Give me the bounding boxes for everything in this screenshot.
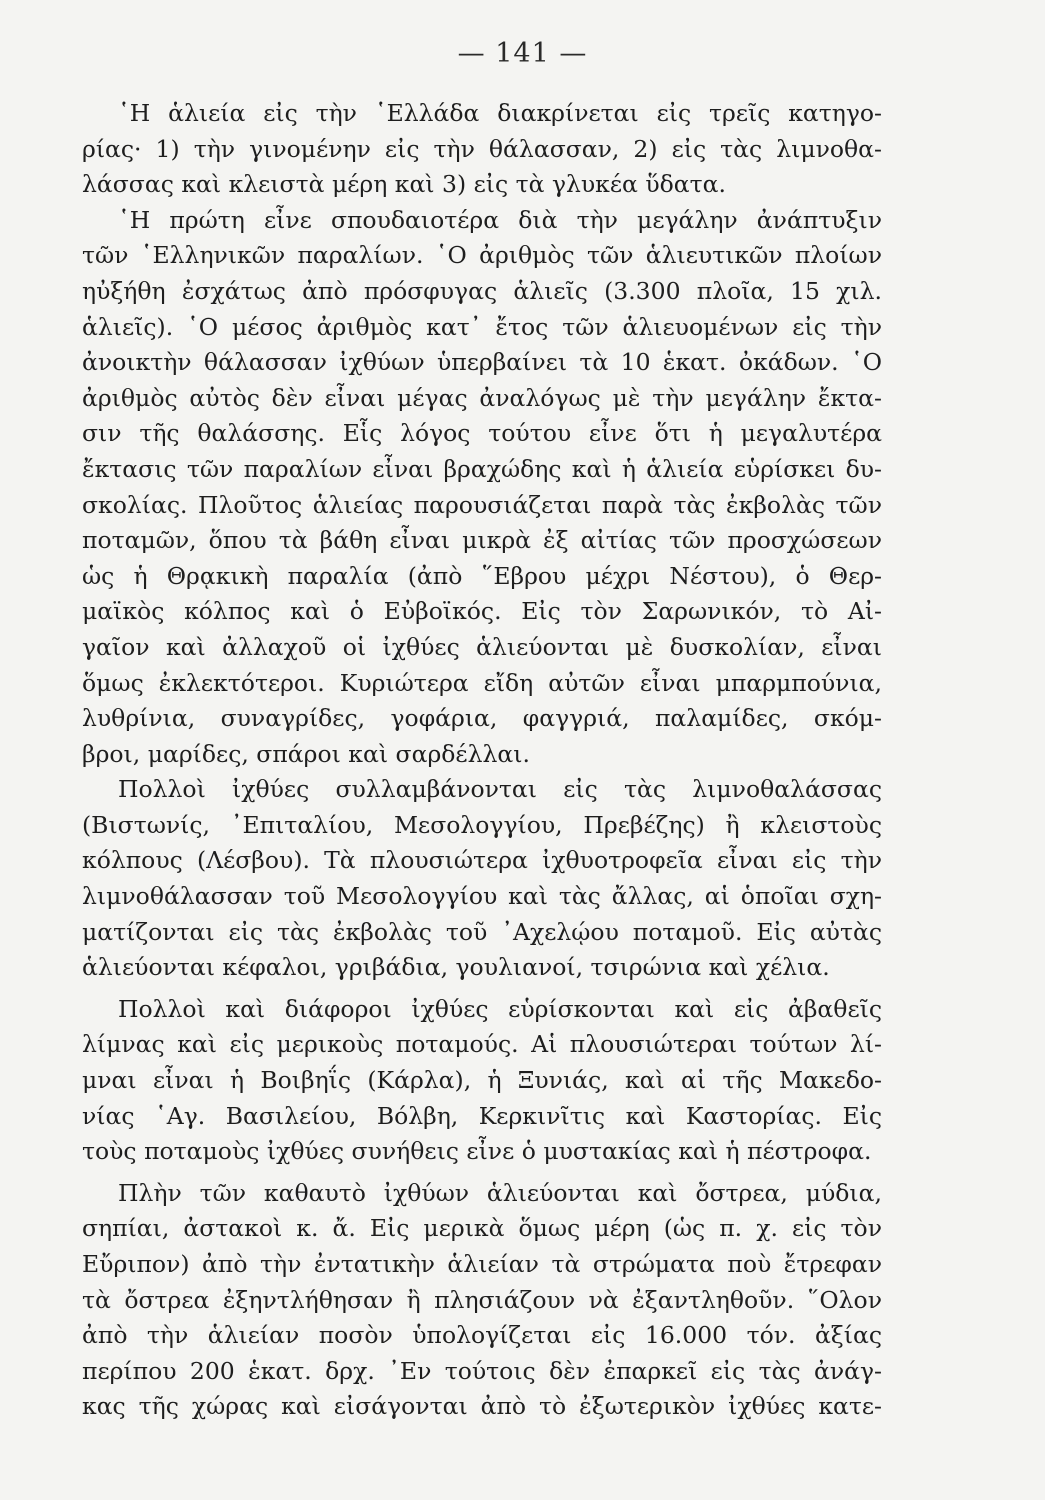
paragraph-3 bbox=[82, 772, 882, 986]
text-line: μαϊκὸς κόλπος καὶ ὁ Εὐβοϊκός. Εἰς τὸν Σαρωνικόν, τὸ Αἰ- bbox=[82, 597, 882, 626]
text-line: ποταμῶν, ὅπου τὰ βάθη εἶναι μικρὰ ἐξ αἰτίας τῶν προσχώσεων bbox=[82, 526, 882, 555]
text-line: ἀριθμὸς αὐτὸς δὲν εἶναι μέγας ἀναλόγως μὲ τὴν μεγάλην ἔκτα- bbox=[82, 383, 882, 412]
text-line: ἁλιεῖς). ῾Ο μέσος ἀριθμὸς κατ᾿ ἔτος τῶν ἁλιευομένων εἰς τὴν bbox=[82, 312, 882, 341]
text-line: ὡς ἡ Θρᾳκικὴ παραλία (ἀπὸ ῞Εβρου μέχρι Νέστου), ὁ Θερ- bbox=[82, 561, 882, 590]
text-line: μναι εἶναι ἡ Βοιβηΐς (Κάρλα), ἡ Ξυνιάς, καὶ αἱ τῆς Μακεδο- bbox=[82, 1066, 882, 1095]
text-line: σηπίαι, ἀστακοὶ κ. ἄ. Εἰς μερικὰ ὅμως μέρη (ὡς π. χ. εἰς τὸν bbox=[82, 1214, 882, 1243]
text-line: Πολλοὶ ἰχθύες συλλαμβάνονται εἰς τὰς λιμνοθαλάσσας bbox=[118, 775, 882, 804]
text-line: τὰ ὄστρεα ἐξηντλήθησαν ἢ πλησιάζουν νὰ ἐξαντληθοῦν. ῞Ολον bbox=[82, 1285, 882, 1314]
text-line: ἀπὸ τὴν ἁλιείαν ποσὸν ὑπολογίζεται εἰς 16.000 τόν. ἀξίας bbox=[82, 1321, 882, 1350]
text-line: λυθρίνια, συναγρίδες, γοφάρια, φαγγριά, παλαμίδες, σκόμ- bbox=[82, 704, 882, 733]
text-line: ρίας· 1) τὴν γινομένην εἰς τὴν θάλασσαν, 2) εἰς τὰς λιμνοθα- bbox=[82, 134, 882, 163]
text-line: κόλπους (Λέσβου). Τὰ πλουσιώτερα ἰχθυοτροφεῖα εἶναι εἰς τὴν bbox=[82, 846, 882, 875]
text-line: βροι, μαρίδες, σπάροι καὶ σαρδέλλαι. bbox=[82, 739, 530, 768]
text-line: τῶν ῾Ελληνικῶν παραλίων. ῾Ο ἀριθμὸς τῶν ἁλιευτικῶν πλοίων bbox=[82, 241, 882, 270]
text-line: ηὐξήθη ἐσχάτως ἀπὸ πρόσφυγας ἁλιεῖς (3.300 πλοῖα, 15 χιλ. bbox=[82, 276, 882, 305]
text-line: ματίζονται εἰς τὰς ἐκβολὰς τοῦ ᾿Αχελῴου ποταμοῦ. Εἰς αὐτὰς bbox=[82, 917, 882, 946]
paragraph-1 bbox=[82, 96, 882, 203]
text-line: νίας ῾Αγ. Βασιλείου, Βόλβη, Κερκινῖτις καὶ Καστορίας. Εἰς bbox=[82, 1101, 882, 1130]
text-line: γαῖον καὶ ἀλλαχοῦ οἱ ἰχθύες ἁλιεύονται μὲ δυσκολίαν, εἶναι bbox=[82, 632, 882, 661]
text-line: σκολίας. Πλοῦτος ἁλιείας παρουσιάζεται παρὰ τὰς ἐκβολὰς τῶν bbox=[82, 490, 882, 519]
text-line: κας τῆς χώρας καὶ εἰσάγονται ἀπὸ τὸ ἐξωτερικὸν ἰχθύες κατε- bbox=[82, 1392, 882, 1421]
text-line: ῾Η πρώτη εἶνε σπουδαιοτέρα διὰ τὴν μεγάλην ἀνάπτυξιν bbox=[118, 205, 882, 234]
text-line: ἁλιεύονται κέφαλοι, γριβάδια, γουλιανοί, τσιρώνια καὶ χέλια. bbox=[82, 953, 830, 982]
text-line: λάσσας καὶ κλειστὰ μέρη καὶ 3) εἰς τὰ γλυκέα ὕδατα. bbox=[82, 170, 727, 199]
text-line: περίπου 200 ἑκατ. δρχ. ᾿Εν τούτοις δὲν ἐπαρκεῖ εἰς τὰς ἀνάγ- bbox=[82, 1356, 882, 1385]
text-line: σιν τῆς θαλάσσης. Εἷς λόγος τούτου εἶνε ὅτι ἡ μεγαλυτέρα bbox=[82, 419, 882, 448]
text-line: ὅμως ἐκλεκτότεροι. Κυριώτερα εἴδη αὐτῶν εἶναι μπαρμπούνια, bbox=[82, 668, 882, 697]
paragraph-4 bbox=[82, 992, 882, 1170]
text-line: λίμνας καὶ εἰς μερικοὺς ποταμούς. Αἱ πλουσιώτεραι τούτων λί- bbox=[82, 1030, 882, 1059]
text-line: ἀνοικτὴν θάλασσαν ἰχθύων ὑπερβαίνει τὰ 10 ἑκατ. ὀκάδων. ῾Ο bbox=[82, 348, 882, 377]
text-line: (Βιστωνίς, ᾿Επιταλίου, Μεσολογγίου, Πρεβέζης) ἢ κλειστοὺς bbox=[82, 810, 882, 839]
text-line: Πλὴν τῶν καθαυτὸ ἰχθύων ἁλιεύονται καὶ ὄστρεα, μύδια, bbox=[118, 1178, 882, 1207]
page-number: — 141 — bbox=[457, 38, 588, 69]
text-line: Πολλοὶ καὶ διάφοροι ἰχθύες εὑρίσκονται καὶ εἰς ἀβαθεῖς bbox=[118, 994, 882, 1023]
text-line: ῾Η ἁλιεία εἰς τὴν ῾Ελλάδα διακρίνεται εἰς τρεῖς κατηγο- bbox=[118, 99, 882, 127]
text-line: Εὔριπον) ἀπὸ τὴν ἐντατικὴν ἁλιείαν τὰ στρώματα ποὺ ἔτρεφαν bbox=[82, 1250, 882, 1278]
paragraph-5 bbox=[82, 1176, 882, 1425]
paragraph-2 bbox=[82, 203, 882, 773]
text-line: τοὺς ποταμοὺς ἰχθύες συνήθεις εἶνε ὁ μυστακίας καὶ ἡ πέστροφα. bbox=[82, 1137, 872, 1166]
text-body bbox=[82, 96, 882, 1425]
text-line: λιμνοθάλασσαν τοῦ Μεσολογγίου καὶ τὰς ἄλλας, αἱ ὁποῖαι σχη- bbox=[82, 882, 882, 911]
text-line: ἔκτασις τῶν παραλίων εἶναι βραχώδης καὶ ἡ ἁλιεία εὑρίσκει δυ- bbox=[82, 454, 882, 483]
